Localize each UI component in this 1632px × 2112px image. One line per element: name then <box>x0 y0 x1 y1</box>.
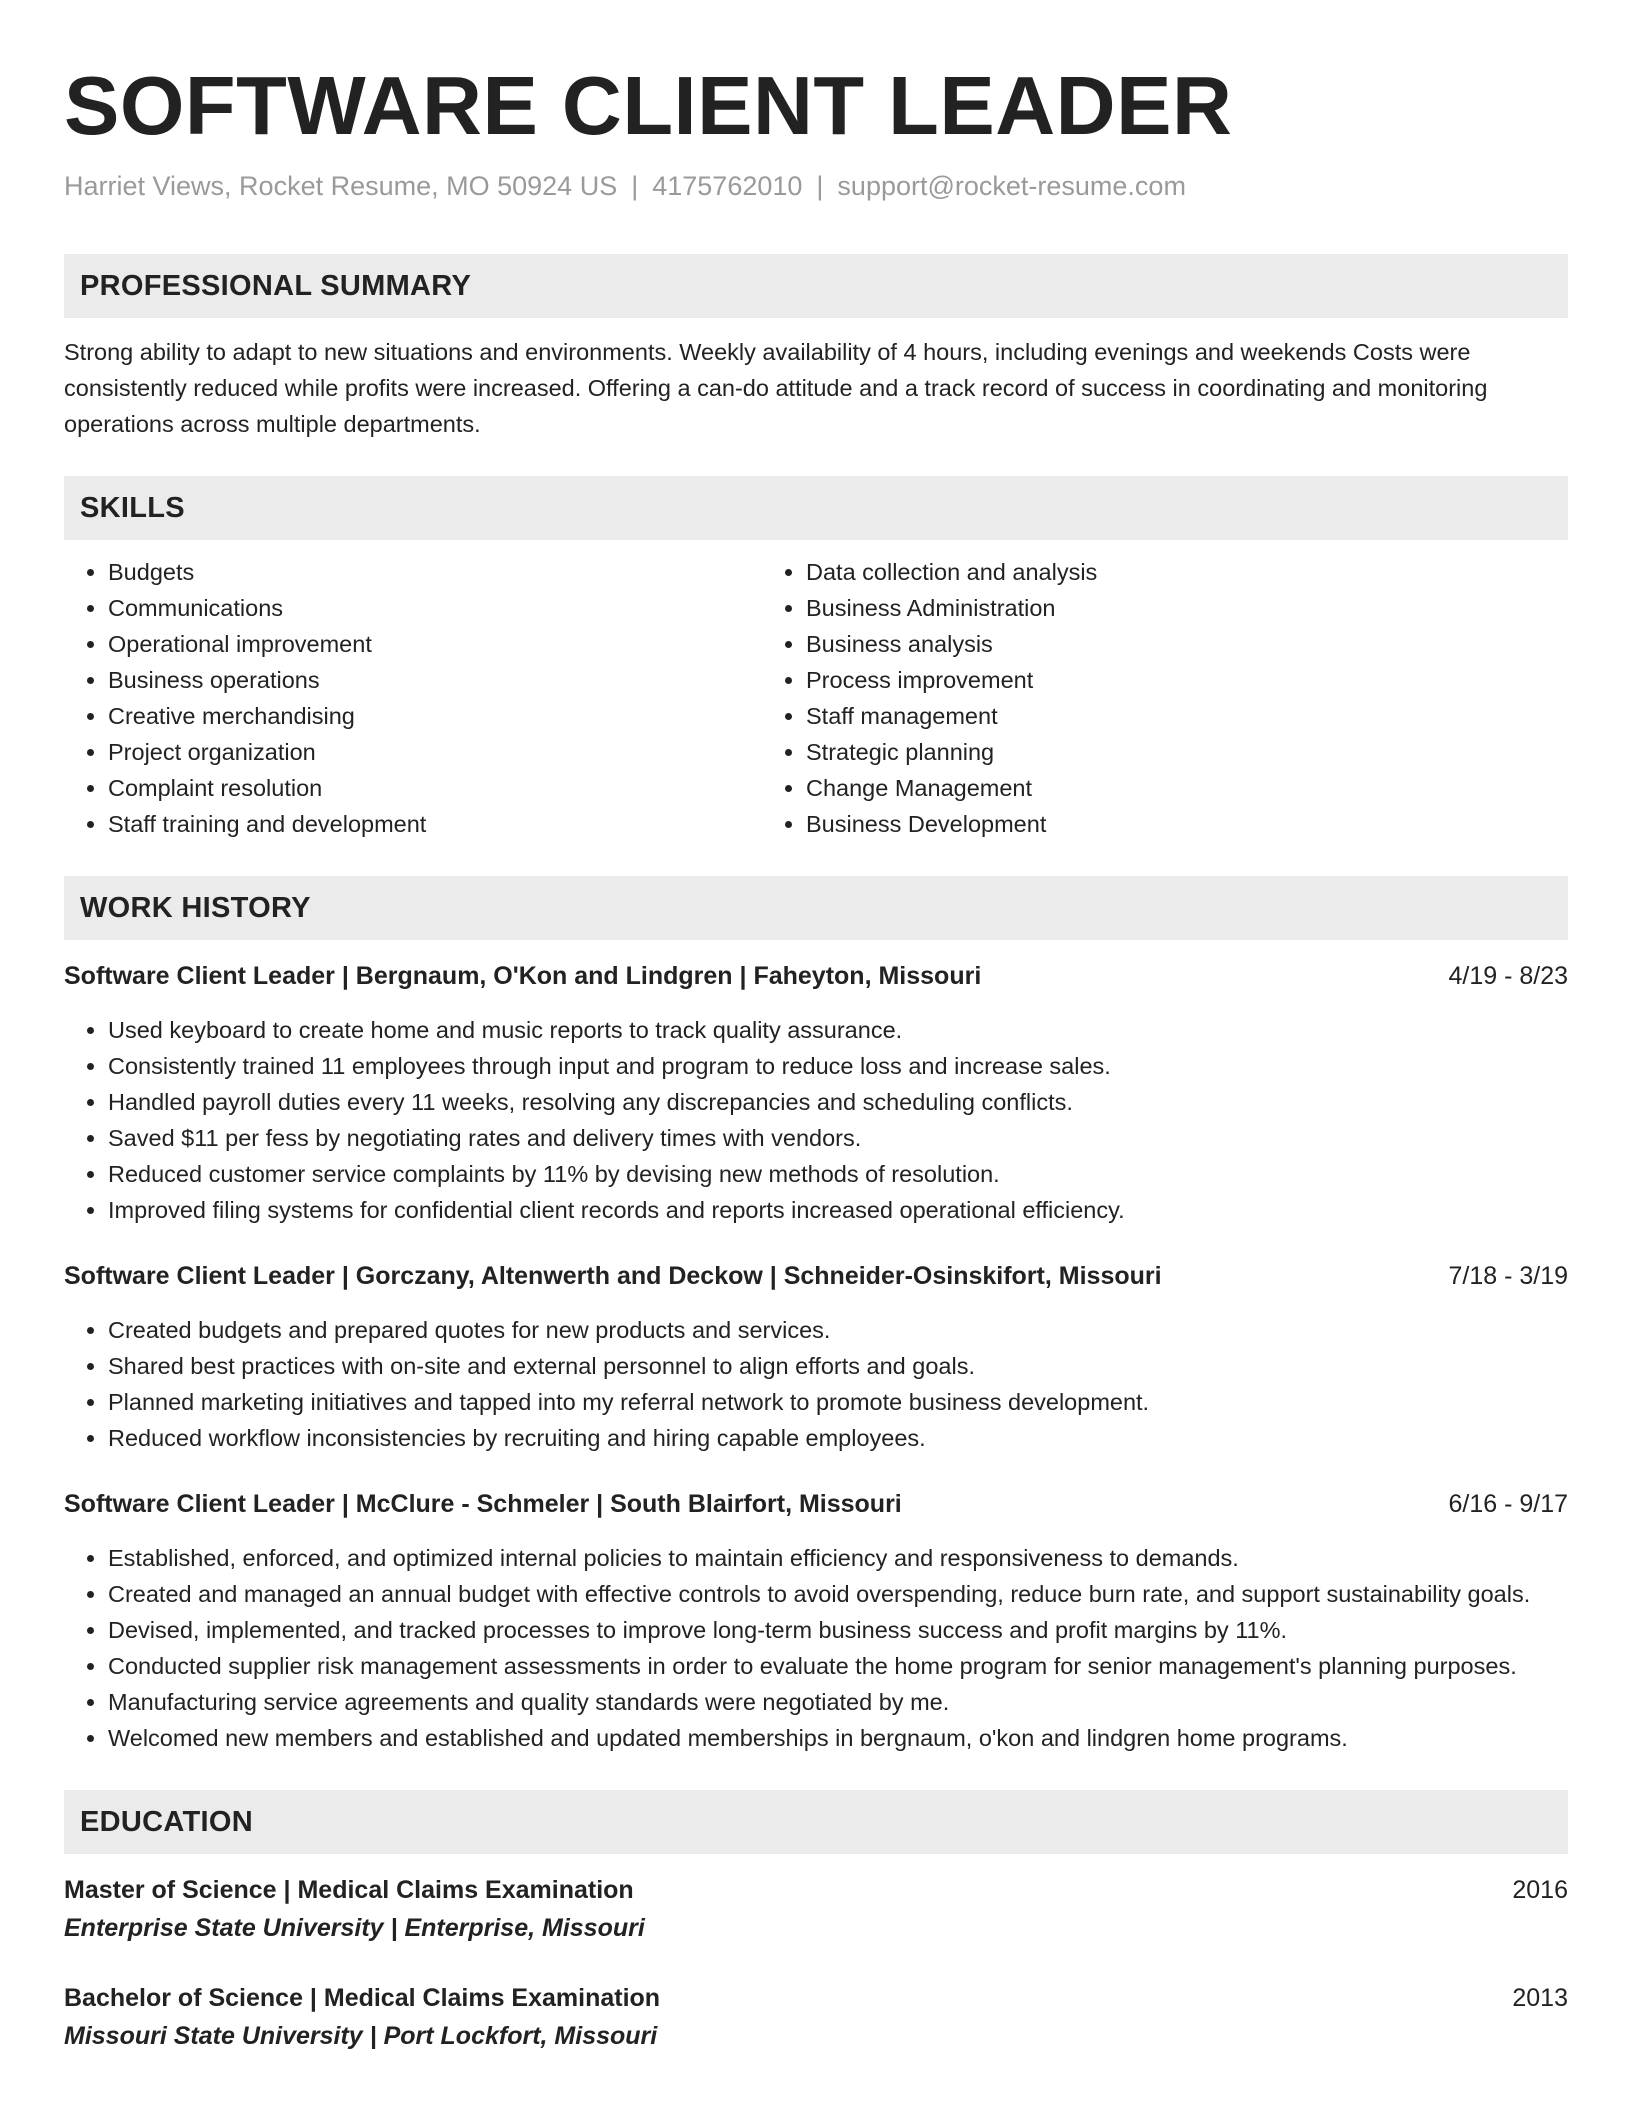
skill-item: • Business Administration <box>806 590 1568 626</box>
job-bullet: • Handled payroll duties every 11 weeks, resolving any discrepancies and scheduling conflicts. <box>108 1084 1568 1120</box>
education-degree: Bachelor of Science | Medical Claims Examination <box>64 1984 661 2012</box>
job-title: Software Client Leader | Bergnaum, O'Kon and Lindgren | Faheyton, Missouri <box>64 962 982 990</box>
section-heading-work-history: WORK HISTORY <box>64 876 1568 940</box>
contact-address: Harriet Views, Rocket Resume, MO 50924 US <box>64 171 618 201</box>
job-title: Software Client Leader | McClure - Schmeler | South Blairfort, Missouri <box>64 1490 902 1518</box>
job-bullet: • Reduced customer service complaints by 11% by devising new methods of resolution. <box>108 1156 1568 1192</box>
job-bullet: • Manufacturing service agreements and quality standards were negotiated by me. <box>108 1684 1568 1720</box>
job-bullet: • Created budgets and prepared quotes for new products and services. <box>108 1312 1568 1348</box>
skill-item: • Staff training and development <box>108 806 762 842</box>
contact-line <box>64 166 1568 206</box>
job-bullet: • Planned marketing initiatives and tapped into my referral network to promote business development. <box>108 1384 1568 1420</box>
section-heading-summary: PROFESSIONAL SUMMARY <box>64 254 1568 318</box>
skill-item: • Creative merchandising <box>108 698 762 734</box>
education-header <box>64 1872 1568 1908</box>
job-bullet: • Devised, implemented, and tracked processes to improve long-term business success and profit margins by 11%. <box>108 1612 1568 1648</box>
skills-column-right <box>762 554 1568 842</box>
job-bullet: • Created and managed an annual budget with effective controls to avoid overspending, reduce burn rate, and support sustainability goals. <box>108 1576 1568 1612</box>
skill-item: • Communications <box>108 590 762 626</box>
education-entry <box>64 1980 1568 2054</box>
job-bullet: • Shared best practices with on-site and external personnel to align efforts and goals. <box>108 1348 1568 1384</box>
contact-phone: 4175762010 <box>652 171 803 201</box>
skills-column-left <box>64 554 762 842</box>
job-bullet: • Improved filing systems for confidential client records and reports increased operational efficiency. <box>108 1192 1568 1228</box>
skill-item: • Business Development <box>806 806 1568 842</box>
job-bullet: • Consistently trained 11 employees through input and program to reduce loss and increase sales. <box>108 1048 1568 1084</box>
job-bullets <box>64 1012 1568 1228</box>
education-year: 2016 <box>1512 1876 1568 1904</box>
skill-item: • Complaint resolution <box>108 770 762 806</box>
job-dates: 7/18 - 3/19 <box>1448 1262 1568 1290</box>
job-dates: 4/19 - 8/23 <box>1448 962 1568 990</box>
skill-item: • Staff management <box>806 698 1568 734</box>
education-header <box>64 1980 1568 2016</box>
skill-item: • Business operations <box>108 662 762 698</box>
job-header <box>64 1486 1568 1522</box>
education-entry <box>64 1872 1568 1946</box>
resume-name: SOFTWARE CLIENT LEADER <box>64 59 1233 152</box>
skills-list <box>64 554 1568 842</box>
job-title: Software Client Leader | Gorczany, Altenwerth and Deckow | Schneider-Osinskifort, Missouri <box>64 1262 1162 1290</box>
contact-separator: | <box>631 171 639 201</box>
job-bullet: • Established, enforced, and optimized internal policies to maintain efficiency and responsiveness to demands. <box>108 1540 1568 1576</box>
job-dates: 6/16 - 9/17 <box>1448 1490 1568 1518</box>
job-bullets <box>64 1540 1568 1756</box>
job-entry <box>64 958 1568 1228</box>
skill-item: • Process improvement <box>806 662 1568 698</box>
skill-item: • Budgets <box>108 554 762 590</box>
job-bullet: • Saved $11 per fess by negotiating rates and delivery times with vendors. <box>108 1120 1568 1156</box>
skill-item: • Change Management <box>806 770 1568 806</box>
job-bullets <box>64 1312 1568 1456</box>
contact-separator: | <box>816 171 824 201</box>
job-entry <box>64 1486 1568 1756</box>
job-bullet: • Used keyboard to create home and music reports to track quality assurance. <box>108 1012 1568 1048</box>
resume-page <box>64 0 1568 2054</box>
job-bullet: • Reduced workflow inconsistencies by recruiting and hiring capable employees. <box>108 1420 1568 1456</box>
skill-item: • Operational improvement <box>108 626 762 662</box>
skill-item: • Business analysis <box>806 626 1568 662</box>
job-header <box>64 958 1568 994</box>
skill-item: • Project organization <box>108 734 762 770</box>
job-header <box>64 1258 1568 1294</box>
job-bullet: • Conducted supplier risk management assessments in order to evaluate the home program for senior management's planning purposes. <box>108 1648 1568 1684</box>
skill-item: • Data collection and analysis <box>806 554 1568 590</box>
education-school: Missouri State University | Port Lockfort, Missouri <box>64 2022 658 2050</box>
education-school: Enterprise State University | Enterprise, Missouri <box>64 1914 645 1942</box>
education-degree: Master of Science | Medical Claims Examination <box>64 1876 634 1904</box>
skill-item: • Strategic planning <box>806 734 1568 770</box>
job-bullet: • Welcomed new members and established and updated memberships in bergnaum, o'kon and lindgren home programs. <box>108 1720 1568 1756</box>
job-entry <box>64 1258 1568 1456</box>
contact-email: support@rocket-resume.com <box>837 171 1186 201</box>
education-year: 2013 <box>1512 1984 1568 2012</box>
summary-text: Strong ability to adapt to new situations and environments. Weekly availability of 4 hours, including evenings and weekends Costs were consistently reduced while profits were increased. Offering a can-do attitude and a track record of success in coordinating and monitoring operations across multiple departments. <box>64 339 1488 437</box>
section-heading-education: EDUCATION <box>64 1790 1568 1854</box>
section-heading-skills: SKILLS <box>64 476 1568 540</box>
